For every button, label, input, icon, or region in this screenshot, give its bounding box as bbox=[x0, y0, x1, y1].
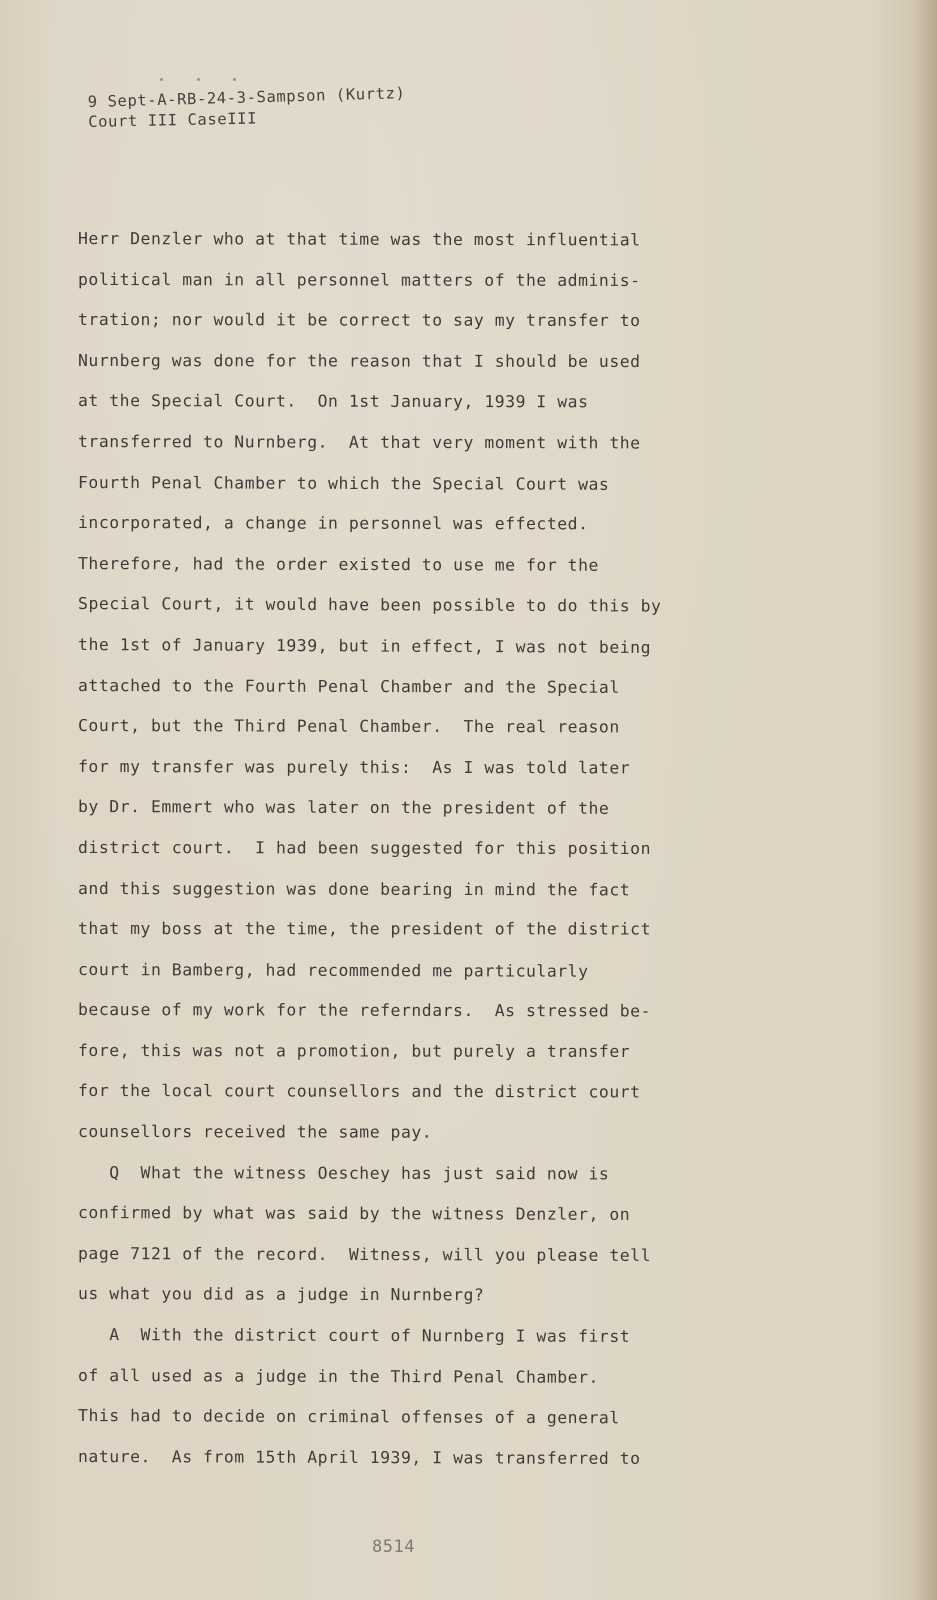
transcript-line: transferred to Nurnberg. At that very moment with the bbox=[78, 431, 641, 453]
transcript-line: political man in all personnel matters of the adminis- bbox=[78, 269, 641, 290]
transcript-line: fore, this was not a promotion, but purely a transfer bbox=[78, 1040, 631, 1061]
transcript-line: Q What the witness Oeschey has just said now is bbox=[78, 1162, 610, 1184]
transcript-line: Nurnberg was done for the reason that I should be used bbox=[78, 350, 641, 371]
transcript-line: Court, but the Third Penal Chamber. The real reason bbox=[78, 716, 620, 737]
transcript-line: Fourth Penal Chamber to which the Special Court was bbox=[78, 472, 610, 494]
transcript-line: Herr Denzler who at that time was the most influential bbox=[78, 229, 641, 250]
page-edge-shadow bbox=[915, 0, 937, 1600]
transcript-line: A With the district court of Nurnberg I was first bbox=[78, 1325, 631, 1346]
header-court-line: Court III CaseIII bbox=[88, 109, 258, 131]
transcript-line: district court. I had been suggested for this position bbox=[78, 837, 652, 858]
transcript-line: Special Court, it would have been possible to do this by bbox=[78, 594, 662, 616]
transcript-line: of all used as a judge in the Third Penal Chamber. bbox=[78, 1365, 599, 1387]
transcript-line: the 1st of January 1939, but in effect, I was not being bbox=[78, 634, 652, 657]
transcript-line: and this suggestion was done bearing in mind the fact bbox=[78, 878, 631, 899]
transcript-line: This had to decide on criminal offenses of a general bbox=[78, 1406, 620, 1428]
document-header bbox=[87, 84, 406, 132]
page-number: 8514 bbox=[372, 1537, 415, 1557]
paper-speck bbox=[233, 78, 236, 81]
transcript-line: for the local court counsellors and the district court bbox=[78, 1081, 641, 1102]
transcript-line: counsellors received the same pay. bbox=[78, 1122, 433, 1142]
paper-speck bbox=[160, 78, 163, 81]
transcript-line: tration; nor would it be correct to say my transfer to bbox=[78, 310, 641, 331]
transcript-line: at the Special Court. On 1st January, 1939 I was bbox=[78, 391, 589, 412]
transcript-line: confirmed by what was said by the witness Denzler, on bbox=[78, 1203, 631, 1225]
transcript-line: Therefore, had the order existed to use me for the bbox=[78, 553, 599, 575]
transcript-body bbox=[78, 229, 778, 1487]
transcript-line: us what you did as a judge in Nurnberg? bbox=[78, 1284, 485, 1305]
transcript-line: page 7121 of the record. Witness, will you please tell bbox=[78, 1243, 652, 1265]
transcript-line: nature. As from 15th April 1939, I was transferred to bbox=[78, 1446, 641, 1468]
transcript-line: because of my work for the referndars. As stressed be- bbox=[78, 1000, 652, 1021]
transcript-line: for my transfer was purely this: As I was told later bbox=[78, 756, 631, 778]
paper-speck bbox=[197, 78, 200, 81]
transcript-line: that my boss at the time, the president of the district bbox=[78, 919, 652, 939]
header-reference-line: 9 Sept-A-RB-24-3-Sampson (Kurtz) bbox=[87, 84, 406, 112]
transcript-line: incorporated, a change in personnel was effected. bbox=[78, 513, 589, 534]
transcript-line: attached to the Fourth Penal Chamber and the Special bbox=[78, 675, 620, 697]
transcript-line: court in Bamberg, had recommended me particularly bbox=[78, 959, 589, 981]
transcript-line: by Dr. Emmert who was later on the president of the bbox=[78, 797, 610, 819]
